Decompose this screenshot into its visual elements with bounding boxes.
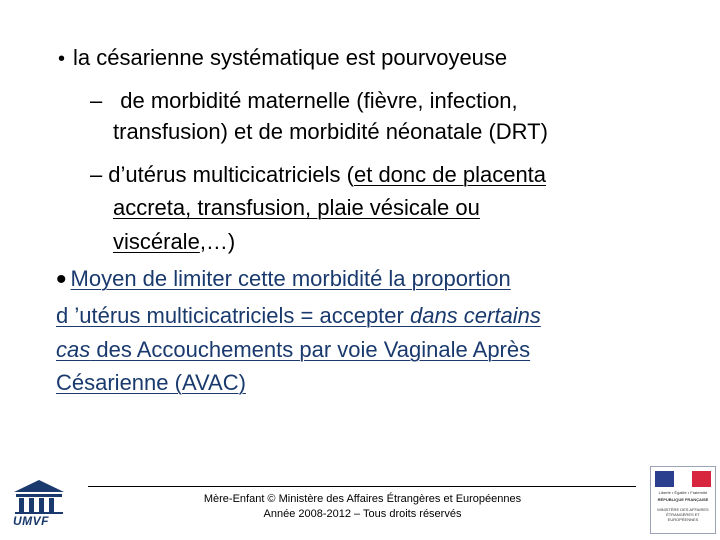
- sub-bullet-2-text-end: ,…): [199, 229, 236, 254]
- sub-bullet-2-text-a: d’utérus multicicatriciels (: [108, 162, 354, 187]
- bullet-2-text-c: des Accouchements par voie Vaginale Après: [90, 337, 531, 362]
- bullet-2-italic-b: cas: [56, 337, 91, 362]
- bullet-2-continuation-3: [56, 368, 246, 398]
- footer-copyright: Mère-Enfant © Ministère des Affaires Étrangères et Européennes: [203, 493, 522, 505]
- sub-bullet-2: [90, 160, 546, 190]
- bullet-line-1: [58, 43, 507, 74]
- rf-republic: RÉPUBLIQUE FRANÇAISE: [657, 497, 709, 502]
- umvf-label: UMVF: [13, 514, 49, 528]
- bullet-1-text: la césarienne systématique est pourvoyeuse: [73, 45, 508, 70]
- republique-francaise-logo: [650, 466, 716, 534]
- sub-bullet-2-continuation-2: [113, 227, 235, 257]
- bullet-2-italic-a: dans certains: [409, 303, 541, 328]
- rf-motto: Liberté • Égalité • Fraternité: [658, 490, 708, 495]
- sub-bullet-1-text-a: de morbidité maternelle (fièvre, infection,: [120, 88, 518, 113]
- footer-rights: Année 2008-2012 – Tous droits réservés: [263, 508, 462, 520]
- sub-bullet-2-continuation-1: [113, 193, 480, 223]
- bullet-2-continuation-1: [56, 301, 541, 331]
- bullet-icon: •: [58, 48, 66, 70]
- sub-bullet-1-continuation: [113, 117, 548, 147]
- bullet-2-text-a: Moyen de limiter cette morbidité la proportion: [70, 266, 511, 291]
- bullet-2-continuation-2: [56, 335, 530, 365]
- french-flag-icon: [655, 471, 711, 487]
- sub-bullet-2-underlined-c: viscérale: [113, 229, 200, 254]
- bullet-2-text-d: Césarienne (AVAC): [56, 370, 246, 395]
- rf-ministry: MINISTÈRE DES AFFAIRES ÉTRANGÈRES ET EUROPÉENNES: [657, 507, 709, 522]
- sub-bullet-1-text-b: transfusion) et de morbidité néonatale (DRT): [113, 119, 548, 144]
- bullet-2-text-b: d ’utérus multicicatriciels = accepter: [56, 303, 410, 328]
- sub-bullet-2-underlined-b: accreta, transfusion, plaie vésicale ou: [113, 195, 480, 220]
- dash-icon: –: [90, 162, 103, 187]
- footer-divider: [88, 486, 636, 487]
- dash-icon: –: [90, 88, 103, 113]
- sub-bullet-1: [90, 86, 518, 116]
- bullet-line-2: [56, 264, 511, 295]
- sub-bullet-2-underlined-a: et donc de placenta: [353, 162, 547, 187]
- bullet-icon: •: [56, 263, 67, 296]
